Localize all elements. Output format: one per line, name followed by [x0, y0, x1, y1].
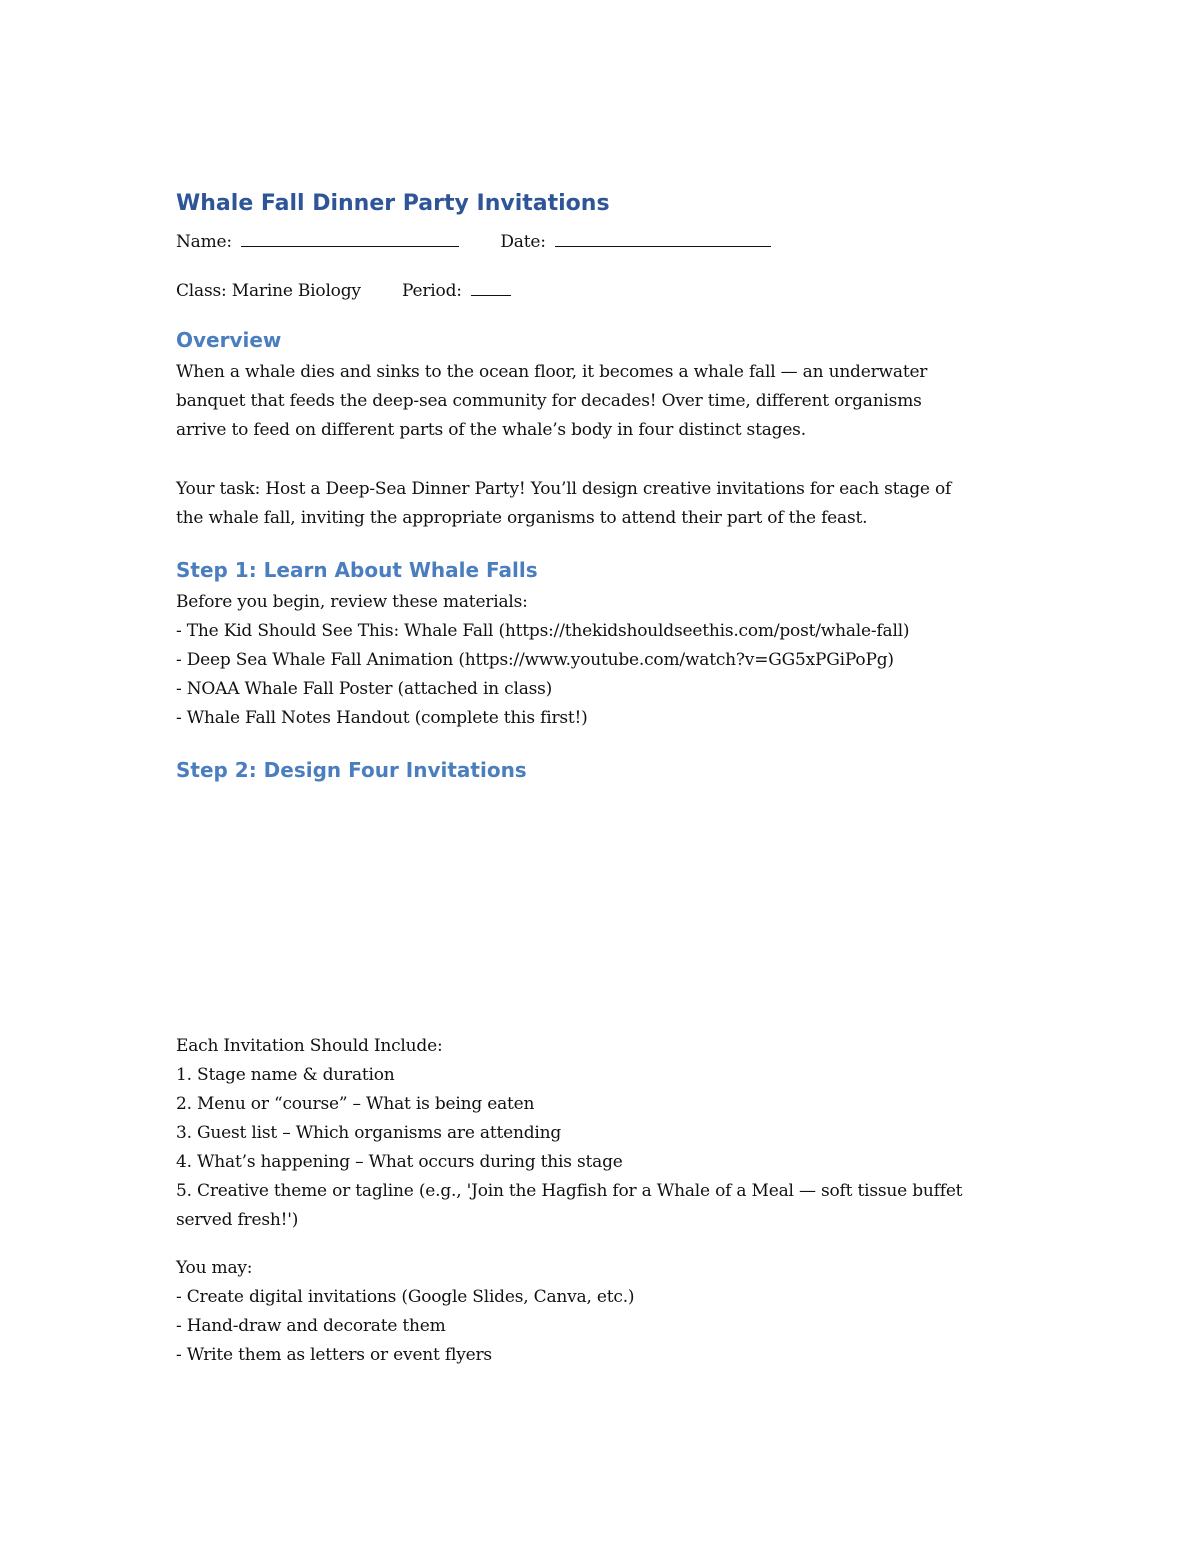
- period-blank[interactable]: [471, 281, 511, 296]
- step1-intro: Before you begin, review these materials:: [176, 592, 528, 612]
- overview-text-line: banquet that feeds the deep-sea community for decades! Over time, different organisms: [176, 391, 922, 411]
- step2-heading: Step 2: Design Four Invitations: [176, 758, 527, 782]
- option-list-item: - Hand-draw and decorate them: [176, 1316, 446, 1336]
- include-list-item: 4. What’s happening – What occurs during this stage: [176, 1152, 623, 1172]
- date-blank[interactable]: [555, 232, 771, 247]
- may-heading: You may:: [176, 1258, 253, 1278]
- include-list-item-continued: served fresh!'): [176, 1210, 299, 1230]
- include-list-item: 5. Creative theme or tagline (e.g., 'Join the Hagfish for a Whale of a Meal — soft tissue buffet: [176, 1181, 963, 1201]
- overview-text-line: When a whale dies and sinks to the ocean floor, it becomes a whale fall — an underwater: [176, 362, 928, 382]
- resource-list-item: - Whale Fall Notes Handout (complete this first!): [176, 708, 588, 728]
- resource-list-item: - The Kid Should See This: Whale Fall (https://thekidshouldseethis.com/post/whale-fall): [176, 621, 910, 641]
- name-date-row: [176, 232, 771, 251]
- task-text-line: Your task: Host a Deep-Sea Dinner Party! You’ll design creative invitations for each stage of: [176, 479, 952, 499]
- include-heading: Each Invitation Should Include:: [176, 1036, 443, 1056]
- task-text-line: the whale fall, inviting the appropriate organisms to attend their part of the feast.: [176, 508, 868, 528]
- class-label: Class: Marine Biology: [176, 281, 361, 301]
- class-period-row: [176, 281, 511, 300]
- name-blank[interactable]: [241, 232, 459, 247]
- include-list-item: 3. Guest list – Which organisms are attending: [176, 1123, 562, 1143]
- step1-heading: Step 1: Learn About Whale Falls: [176, 558, 538, 582]
- include-list-item: 2. Menu or “course” – What is being eaten: [176, 1094, 535, 1114]
- period-label: Period:: [402, 281, 462, 301]
- overview-heading: Overview: [176, 328, 282, 352]
- resource-list-item: - Deep Sea Whale Fall Animation (https://www.youtube.com/watch?v=GG5xPGiPoPg): [176, 650, 894, 670]
- name-label: Name:: [176, 232, 232, 252]
- option-list-item: - Create digital invitations (Google Slides, Canva, etc.): [176, 1287, 635, 1307]
- option-list-item: - Write them as letters or event flyers: [176, 1345, 492, 1365]
- page-title: Whale Fall Dinner Party Invitations: [176, 191, 610, 216]
- resource-list-item: - NOAA Whale Fall Poster (attached in class): [176, 679, 553, 699]
- include-list-item: 1. Stage name & duration: [176, 1065, 395, 1085]
- date-label: Date:: [500, 232, 546, 252]
- overview-text-line: arrive to feed on different parts of the whale’s body in four distinct stages.: [176, 420, 806, 440]
